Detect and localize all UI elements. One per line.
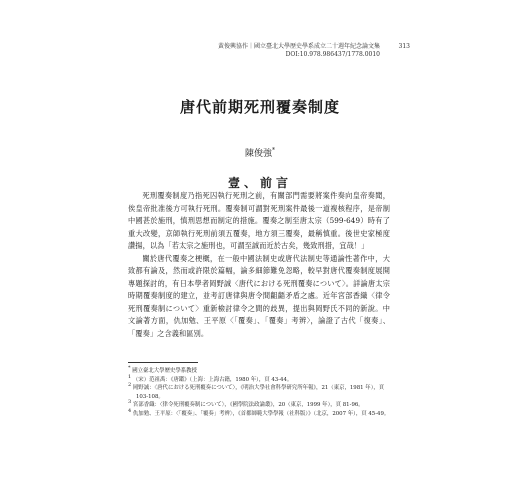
author-line: [0, 146, 520, 159]
footnote-divider: [128, 362, 198, 363]
footnote: $^1$ （宋）范祖禹：《唐鑑》（上海：上海古籍，1980 年），頁 43-44。: [128, 373, 293, 383]
running-header: [60, 43, 410, 59]
footnotes: [128, 367, 390, 419]
page-number: 313: [398, 43, 410, 50]
footnote: * 國立臺北大學歷史學系教授: [128, 365, 197, 374]
header-collection-title: 黃俊興協作｜國立臺北大學歷史學系成立二十週年紀念論文集: [217, 43, 380, 50]
footnote: $^2$ 岡野誠：〈唐代における死刑覆奏について〉，《明治大學社會科學研究所年報》，21（東京，1981 年），頁 103-108。: [128, 382, 385, 400]
author-name: 陳俊強: [244, 149, 272, 159]
section-heading: 壹、前言: [227, 176, 292, 190]
header-doi: DOI:10.978.986437/1778.0010: [285, 51, 380, 58]
author-footnote-mark: *: [272, 147, 275, 154]
footnote: $^3$ 宮部香織：〈律令死刑覆奏制について〉，《國學院法政論叢》，20（東京，1999 年），頁 81-96。: [128, 399, 364, 409]
article-title: 唐代前期死刑覆奏制度: [179, 98, 340, 116]
paragraph-1: 死刑覆奏制度乃指死囚執行死刑之前，有關部門需要將案件奏向皇帝奏聞，俟皇帝批准後方可執行死刑。覆奏制可謂對死刑案件最後一道複核程序，是帝制中國甚於施刑，慎刑思想而制定的措施。覆奏之制至唐太宗（599-649）時有了重大改變，京師執行死刑前須五覆奏，地方須三覆奏，最稱慎重。後世史家極度讚揚，以為「若太宗之施刑也，可謂至誠而近於古矣，幾致刑措，宜哉！」: [128, 191, 390, 250]
paragraph-2: 關於唐代覆奏之梗概，在一般中國法制史或唐代法制史等通論性著作中，大致都有論及，然而或許限於篇幅，論多細節難免忽略，較早對唐代覆奏制度展開專題探討的，有日本學者岡野誠〈唐代における死刑覆奏について〉。詳論唐太宗時期覆奏制度的建立，並考訂唐律與唐令間齟齬矛盾之處。近年宮部香織〈律令死刑覆奏制について〉重新檢討律令之間的歧異，提出與岡野氏不同的新說。中文論著方面，仇加勉、王平原〈「覆奏」、「覆奏」考辨〉，論證了古代「復奏」、「覆奏」之含義和區別。: [128, 253, 390, 338]
body-text: [128, 190, 390, 340]
footnote: $^4$ 仇加勉、王平原：〈「覆奏」、「覆奏」考辨〉，《首都師範大學學報（社科版）》（北京，2007 年），頁 45-49。: [128, 408, 390, 417]
